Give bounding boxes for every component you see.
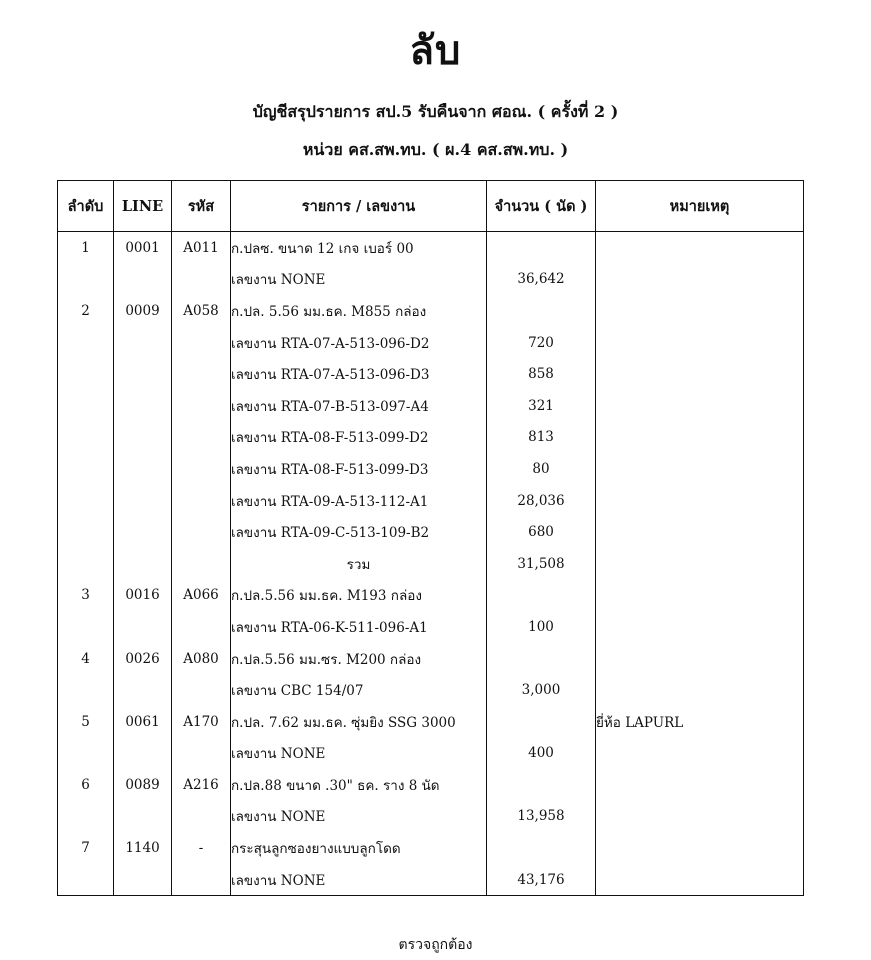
cell-seq bbox=[58, 485, 114, 517]
cell-description: ก.ปล.88 ขนาด .30" ธค. ราง 8 นัด bbox=[231, 769, 487, 801]
cell-seq bbox=[58, 516, 114, 548]
cell-quantity: 100 bbox=[487, 611, 596, 643]
cell-seq bbox=[58, 327, 114, 359]
cell-line bbox=[114, 674, 172, 706]
table-row bbox=[58, 264, 804, 296]
cell-description: เลขงาน RTA-08-F-513-099-D2 bbox=[231, 422, 487, 454]
cell-quantity: 813 bbox=[487, 422, 596, 454]
cell-seq bbox=[58, 390, 114, 422]
cell-remark bbox=[596, 422, 804, 454]
cell-seq bbox=[58, 264, 114, 296]
cell-code bbox=[172, 738, 231, 770]
cell-seq bbox=[58, 422, 114, 454]
cell-code: A170 bbox=[172, 706, 231, 738]
cell-code bbox=[172, 485, 231, 517]
cell-code bbox=[172, 864, 231, 896]
cell-line bbox=[114, 738, 172, 770]
cell-seq: 2 bbox=[58, 295, 114, 327]
table-row bbox=[58, 232, 804, 264]
cell-description: ก.ปล.5.56 มม.ซร. M200 กล่อง bbox=[231, 643, 487, 675]
cell-code: A058 bbox=[172, 295, 231, 327]
cell-code bbox=[172, 390, 231, 422]
cell-line bbox=[114, 390, 172, 422]
table-row bbox=[58, 390, 804, 422]
cell-remark bbox=[596, 580, 804, 612]
cell-remark bbox=[596, 801, 804, 833]
table-row bbox=[58, 864, 804, 896]
cell-quantity bbox=[487, 295, 596, 327]
table-row bbox=[58, 516, 804, 548]
cell-remark bbox=[596, 769, 804, 801]
cell-description: เลขงาน RTA-09-C-513-109-B2 bbox=[231, 516, 487, 548]
cell-line: 0089 bbox=[114, 769, 172, 801]
cell-remark bbox=[596, 390, 804, 422]
table-body bbox=[58, 232, 804, 896]
cell-code bbox=[172, 264, 231, 296]
cell-description: เลขงาน NONE bbox=[231, 264, 487, 296]
header-item: รายการ / เลขงาน bbox=[231, 181, 487, 232]
document-title: บัญชีสรุปรายการ สป.5 รับคืนจาก ศอณ. ( ครั้งที่ 2 ) bbox=[252, 102, 619, 121]
cell-quantity: 13,958 bbox=[487, 801, 596, 833]
cell-description: ก.ปล.5.56 มม.ธค. M193 กล่อง bbox=[231, 580, 487, 612]
cell-description: เลขงาน RTA-07-B-513-097-A4 bbox=[231, 390, 487, 422]
cell-code bbox=[172, 611, 231, 643]
table-row bbox=[58, 295, 804, 327]
cell-quantity: 400 bbox=[487, 738, 596, 770]
cell-description: เลขงาน RTA-07-A-513-096-D3 bbox=[231, 358, 487, 390]
classification-mark: ลับ bbox=[409, 27, 462, 74]
ledger-table bbox=[57, 180, 804, 896]
cell-seq: 4 bbox=[58, 643, 114, 675]
header-row bbox=[58, 181, 804, 232]
cell-quantity bbox=[487, 832, 596, 864]
cell-quantity bbox=[487, 769, 596, 801]
cell-seq bbox=[58, 864, 114, 896]
cell-description: ก.ปลซ. ขนาด 12 เกจ เบอร์ 00 bbox=[231, 232, 487, 264]
header-line: LINE bbox=[114, 181, 172, 232]
cell-line: 0009 bbox=[114, 295, 172, 327]
cell-line: 0061 bbox=[114, 706, 172, 738]
cell-quantity: 680 bbox=[487, 516, 596, 548]
cell-description: กระสุนลูกซองยางแบบลูกโดด bbox=[231, 832, 487, 864]
cell-code: A080 bbox=[172, 643, 231, 675]
cell-remark bbox=[596, 674, 804, 706]
cell-code bbox=[172, 674, 231, 706]
cell-line bbox=[114, 485, 172, 517]
cell-code: A066 bbox=[172, 580, 231, 612]
cell-seq bbox=[58, 611, 114, 643]
cell-description: เลขงาน CBC 154/07 bbox=[231, 674, 487, 706]
cell-description: เลขงาน RTA-06-K-511-096-A1 bbox=[231, 611, 487, 643]
cell-description: ก.ปล. 5.56 มม.ธค. M855 กล่อง bbox=[231, 295, 487, 327]
cell-description: ก.ปล. 7.62 มม.ธค. ซุ่มยิง SSG 3000 bbox=[231, 706, 487, 738]
cell-remark bbox=[596, 232, 804, 264]
cell-description: เลขงาน NONE bbox=[231, 801, 487, 833]
cell-description: เลขงาน RTA-07-A-513-096-D2 bbox=[231, 327, 487, 359]
cell-code bbox=[172, 801, 231, 833]
table-row bbox=[58, 832, 804, 864]
table-row bbox=[58, 801, 804, 833]
cell-line bbox=[114, 611, 172, 643]
cell-line: 0001 bbox=[114, 232, 172, 264]
cell-line bbox=[114, 327, 172, 359]
table-row bbox=[58, 422, 804, 454]
cell-line bbox=[114, 453, 172, 485]
cell-quantity bbox=[487, 706, 596, 738]
table-row bbox=[58, 738, 804, 770]
cell-line bbox=[114, 801, 172, 833]
cell-quantity: 31,508 bbox=[487, 548, 596, 580]
cell-line bbox=[114, 516, 172, 548]
cell-seq: 6 bbox=[58, 769, 114, 801]
cell-seq bbox=[58, 358, 114, 390]
table-row bbox=[58, 327, 804, 359]
table-row bbox=[58, 453, 804, 485]
table-row bbox=[58, 706, 804, 738]
table-row bbox=[58, 674, 804, 706]
cell-quantity bbox=[487, 643, 596, 675]
cell-description: เลขงาน NONE bbox=[231, 738, 487, 770]
cell-code bbox=[172, 358, 231, 390]
table-row bbox=[58, 580, 804, 612]
header-qty: จำนวน ( นัด ) bbox=[487, 181, 596, 232]
cell-description: เลขงาน RTA-08-F-513-099-D3 bbox=[231, 453, 487, 485]
cell-line bbox=[114, 422, 172, 454]
cell-quantity: 321 bbox=[487, 390, 596, 422]
cell-remark bbox=[596, 516, 804, 548]
cell-remark bbox=[596, 485, 804, 517]
table-row-total bbox=[58, 548, 804, 580]
table-row bbox=[58, 611, 804, 643]
table-row bbox=[58, 643, 804, 675]
header-note: หมายเหตุ bbox=[596, 181, 804, 232]
table-header bbox=[58, 181, 804, 232]
footer-verified: ตรวจถูกต้อง bbox=[398, 937, 473, 953]
cell-remark bbox=[596, 453, 804, 485]
cell-code bbox=[172, 327, 231, 359]
cell-quantity: 720 bbox=[487, 327, 596, 359]
cell-code bbox=[172, 453, 231, 485]
cell-seq: 7 bbox=[58, 832, 114, 864]
cell-quantity: 80 bbox=[487, 453, 596, 485]
cell-seq: 1 bbox=[58, 232, 114, 264]
cell-code: - bbox=[172, 832, 231, 864]
cell-quantity: 858 bbox=[487, 358, 596, 390]
cell-line: 0026 bbox=[114, 643, 172, 675]
cell-line bbox=[114, 358, 172, 390]
cell-remark bbox=[596, 643, 804, 675]
cell-code bbox=[172, 422, 231, 454]
cell-seq bbox=[58, 801, 114, 833]
cell-remark bbox=[596, 295, 804, 327]
table-row bbox=[58, 769, 804, 801]
cell-remark bbox=[596, 358, 804, 390]
cell-seq: 5 bbox=[58, 706, 114, 738]
cell-seq bbox=[58, 453, 114, 485]
cell-remark bbox=[596, 738, 804, 770]
cell-code: A216 bbox=[172, 769, 231, 801]
header-seq: ลำดับ bbox=[58, 181, 114, 232]
cell-description: รวม bbox=[231, 548, 487, 580]
table-row bbox=[58, 485, 804, 517]
cell-remark bbox=[596, 611, 804, 643]
cell-remark bbox=[596, 832, 804, 864]
cell-line: 0016 bbox=[114, 580, 172, 612]
cell-quantity: 28,036 bbox=[487, 485, 596, 517]
cell-seq: 3 bbox=[58, 580, 114, 612]
cell-remark: ยี่ห้อ LAPURL bbox=[596, 706, 804, 738]
cell-quantity: 36,642 bbox=[487, 264, 596, 296]
header-code: รหัส bbox=[172, 181, 231, 232]
cell-remark bbox=[596, 327, 804, 359]
cell-line bbox=[114, 264, 172, 296]
table-row bbox=[58, 358, 804, 390]
cell-quantity bbox=[487, 580, 596, 612]
cell-code: A011 bbox=[172, 232, 231, 264]
cell-code bbox=[172, 516, 231, 548]
document-subtitle: หน่วย คส.สพ.ทบ. ( ผ.4 คส.สพ.ทบ. ) bbox=[302, 140, 569, 159]
cell-remark bbox=[596, 864, 804, 896]
cell-code bbox=[172, 548, 231, 580]
cell-remark bbox=[596, 548, 804, 580]
cell-quantity: 43,176 bbox=[487, 864, 596, 896]
cell-line bbox=[114, 548, 172, 580]
cell-description: เลขงาน NONE bbox=[231, 864, 487, 896]
cell-quantity bbox=[487, 232, 596, 264]
cell-line bbox=[114, 864, 172, 896]
cell-remark bbox=[596, 264, 804, 296]
cell-seq bbox=[58, 738, 114, 770]
cell-description: เลขงาน RTA-09-A-513-112-A1 bbox=[231, 485, 487, 517]
cell-seq bbox=[58, 674, 114, 706]
cell-seq bbox=[58, 548, 114, 580]
cell-quantity: 3,000 bbox=[487, 674, 596, 706]
cell-line: 1140 bbox=[114, 832, 172, 864]
